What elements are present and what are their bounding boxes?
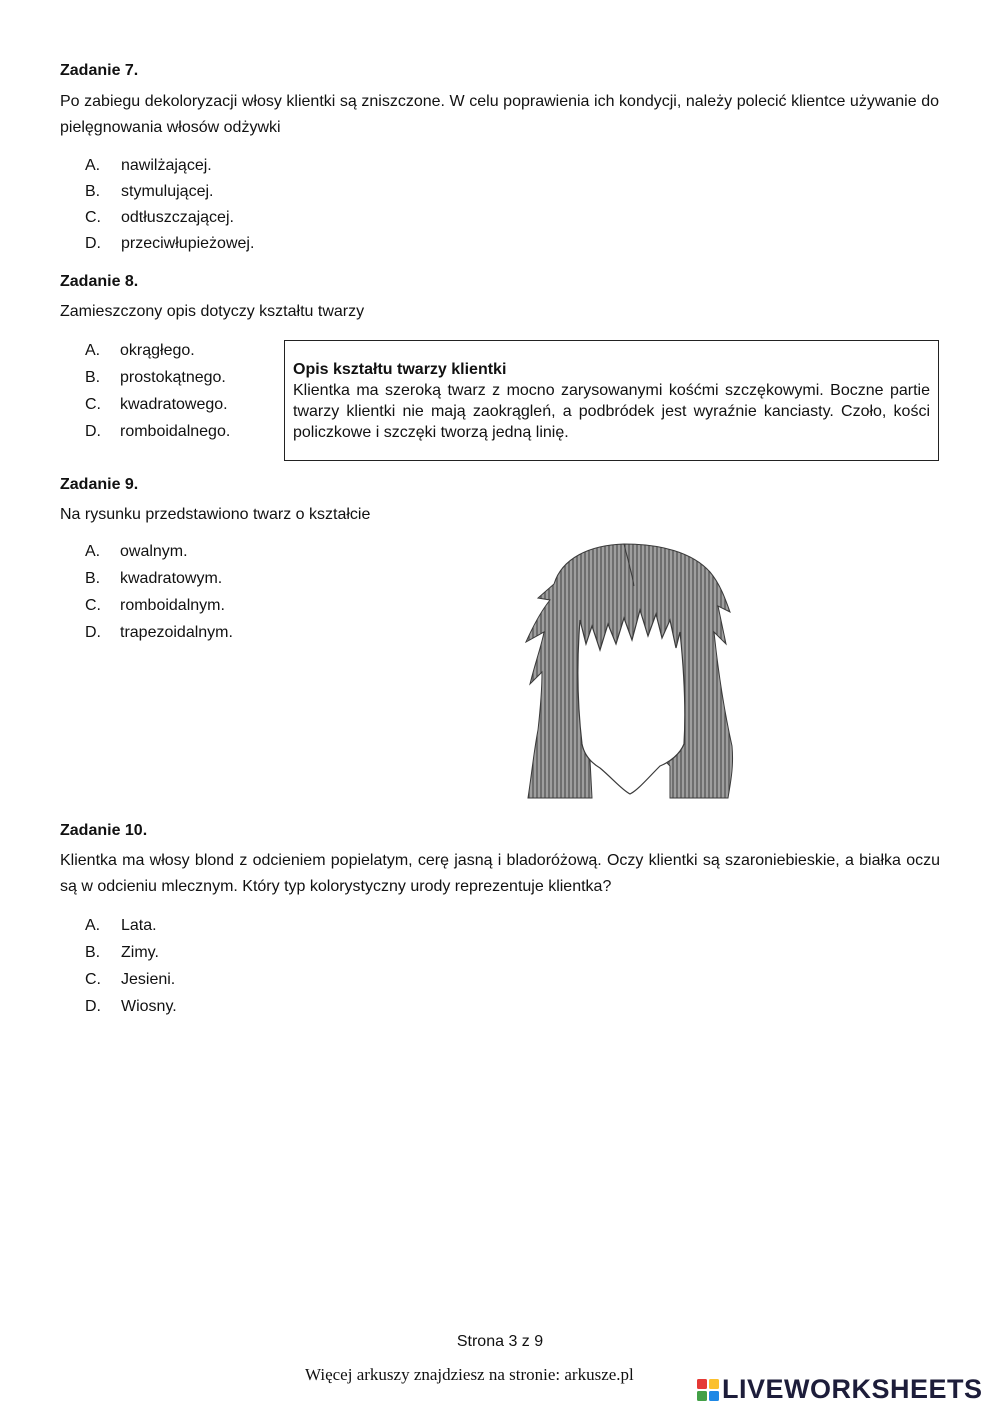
task9-question: Na rysunku przedstawiono twarz o kształcie [60,506,371,523]
task10-option-b[interactable]: B. Zimy. [85,944,159,961]
task8-option-a[interactable]: A. okrągłego. [85,342,195,359]
task8-options [85,337,230,445]
task7-option-a[interactable]: A. nawilżającej. [85,157,212,174]
face-description-box [284,340,939,461]
task10-option-d[interactable]: D. Wiosny. [85,998,177,1015]
task9-heading: Zadanie 9. [60,476,139,493]
face-shape-illustration [520,540,740,802]
task8-heading: Zadanie 8. [60,273,139,290]
task10-question: Klientka ma włosy blond z odcieniem popielatym, cerę jasną i bladoróżową. Oczy klientki są szaroniebieskie, a białka oczu są w odcieniu mlecznym. Który typ kolorystyczny urody reprezentuje klientka? [60,852,940,895]
liveworksheets-logo-text: LIVEWORKSHEETS [722,1374,983,1404]
task7-heading: Zadanie 7. [60,62,139,79]
task8-option-c[interactable]: C. kwadratowego. [85,396,228,413]
task9-option-b[interactable]: B. kwadratowym. [85,570,223,587]
task9-option-c[interactable]: C. romboidalnym. [85,597,225,614]
liveworksheets-logo-icon [696,1378,720,1402]
task9-option-d[interactable]: D. trapezoidalnym. [85,624,233,641]
page-number: Strona 3 z 9 [456,1333,544,1350]
task7-question: Po zabiegu dekoloryzacji włosy klientki są zniszczone. W celu poprawienia ich kondycji, należy polecić klientce używanie do pielęgnowania włosów odżywki [60,93,939,136]
task7-option-c[interactable]: C. odtłuszczającej. [85,209,234,226]
task10-options [85,912,177,1020]
task10-option-c[interactable]: C. Jesieni. [85,971,176,988]
task9-options [85,538,233,646]
face-outline [578,610,685,794]
task8-question: Zamieszczony opis dotyczy kształtu twarzy [60,303,365,320]
task8-option-d[interactable]: D. romboidalnego. [85,423,231,440]
task8-option-b[interactable]: B. prostokątnego. [85,369,226,386]
more-worksheets-link[interactable]: Więcej arkuszy znajdziesz na stronie: arkusze.pl [305,1365,634,1384]
task7-option-d[interactable]: D. przeciwłupieżowej. [85,235,255,252]
task7-option-b[interactable]: B. stymulującej. [85,183,214,200]
task10-heading: Zadanie 10. [60,822,148,839]
task7-options [85,153,254,257]
face-description-text: Klientka ma szeroką twarz z mocno zarysowanymi kośćmi szczękowymi. Boczne partie twarzy klientki nie mają zaokrągleń, a podbródek jest wyraźnie kanciasty. Czoło, kości policzkowe i szczęki tworzą jedną linię. [293,382,930,441]
face-description-title: Opis kształtu twarzy klientki [293,361,507,378]
task10-option-a[interactable]: A. Lata. [85,917,157,934]
task9-option-a[interactable]: A. owalnym. [85,543,188,560]
liveworksheets-logo[interactable] [696,1374,983,1405]
